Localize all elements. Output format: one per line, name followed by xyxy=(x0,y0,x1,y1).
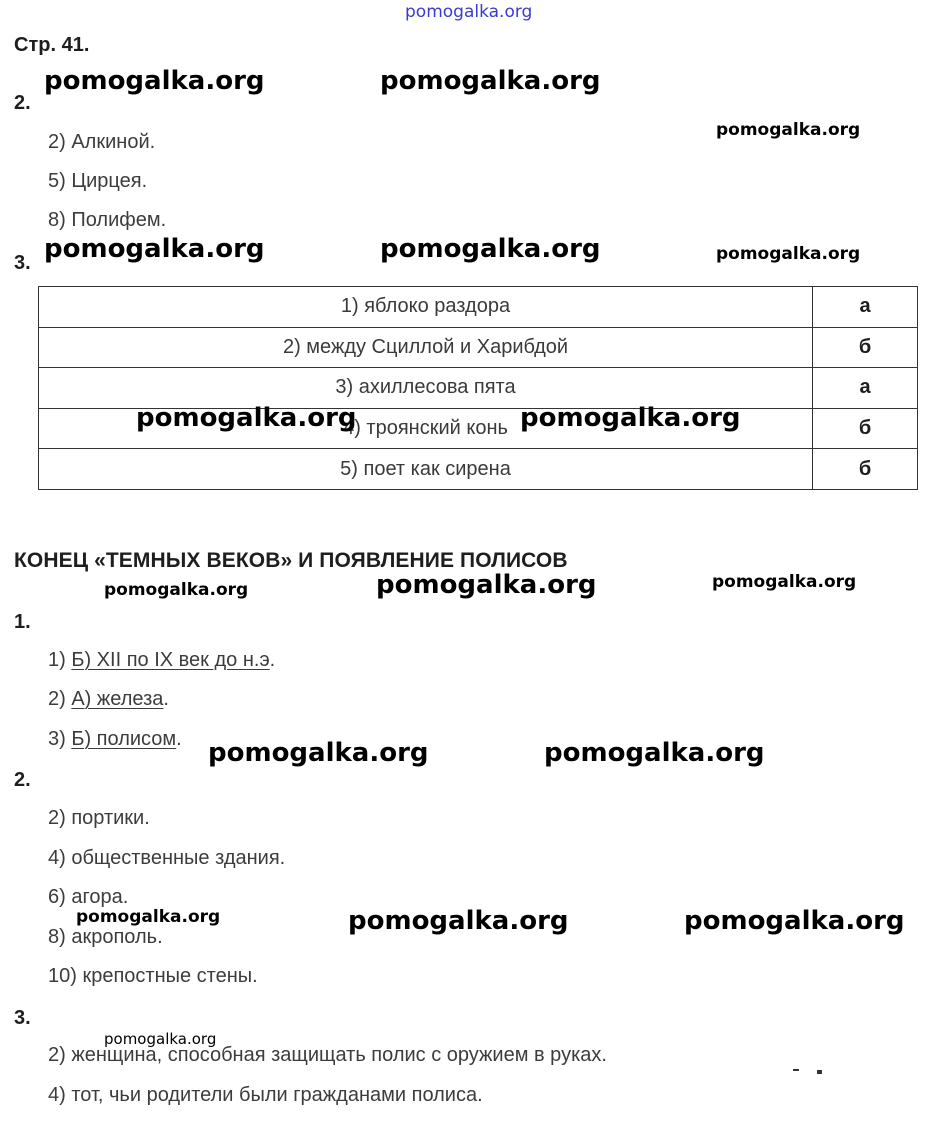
answer-line: 6) агора. xyxy=(48,886,129,908)
watermark: pomogalka.org xyxy=(376,570,597,600)
answer-suffix: . xyxy=(176,728,182,750)
answer-line: 10) крепостные стены. xyxy=(48,965,258,987)
letter-cell: б xyxy=(813,327,918,368)
watermark: pomogalka.org xyxy=(684,906,905,936)
answer-line: 2) портики. xyxy=(48,807,150,829)
answer-line: 2) женщина, способная защищать полис с оружием в руках. xyxy=(48,1044,607,1066)
underlined-answer: А) железа xyxy=(71,688,164,710)
section-title: КОНЕЦ «ТЕМНЫХ ВЕКОВ» И ПОЯВЛЕНИЕ ПОЛИСОВ xyxy=(14,549,568,572)
letter-cell: а xyxy=(813,287,918,328)
watermark: pomogalka.org xyxy=(380,234,601,264)
phrase-cell: 4) троянский конь xyxy=(39,408,813,449)
watermark: pomogalka.org xyxy=(348,906,569,936)
task-number: 2. xyxy=(14,92,31,114)
letter-cell: а xyxy=(813,368,918,409)
answer-line xyxy=(48,688,169,711)
page-number: Стр. 41. xyxy=(14,34,90,56)
answer-prefix: 1) xyxy=(48,649,72,671)
table-row xyxy=(39,449,918,490)
answer-line: 2) Алкиной. xyxy=(48,131,156,153)
underlined-answer: Б) XII по IX век до н.э xyxy=(71,649,270,671)
scan-mark xyxy=(793,1069,799,1071)
watermark: pomogalka.org xyxy=(104,580,249,600)
answer-suffix: . xyxy=(269,649,276,671)
letter-cell: б xyxy=(813,408,918,449)
watermark: pomogalka.org xyxy=(712,572,857,592)
phrase-cell: 2) между Сциллой и Харибдой xyxy=(39,327,813,368)
watermark: pomogalka.org xyxy=(76,907,221,927)
answer-line: 5) Цирцея. xyxy=(48,170,148,192)
table-row xyxy=(39,327,918,368)
watermark: pomogalka.org xyxy=(380,66,601,96)
watermark: pomogalka.org xyxy=(520,403,741,433)
answer-suffix: . xyxy=(163,688,169,710)
watermark: pomogalka.org xyxy=(104,1030,217,1048)
answer-prefix: 3) xyxy=(48,728,72,750)
phrase-cell: 1) яблоко раздора xyxy=(39,287,813,328)
task-number: 3. xyxy=(14,252,31,274)
answer-line: 8) Полифем. xyxy=(48,209,167,231)
answer-line: 4) тот, чьи родители были гражданами полиса. xyxy=(48,1084,483,1106)
top-watermark: pomogalka.org xyxy=(405,2,533,22)
phrase-cell: 5) поет как сирена xyxy=(39,449,813,490)
watermark: pomogalka.org xyxy=(544,738,765,768)
answer-line: 8) акрополь. xyxy=(48,926,163,948)
answer-line xyxy=(48,649,275,672)
watermark: pomogalka.org xyxy=(44,66,265,96)
phrase-cell: 3) ахиллесова пята xyxy=(39,368,813,409)
watermark: pomogalka.org xyxy=(716,120,861,140)
scan-mark xyxy=(817,1070,822,1074)
answer-line xyxy=(48,728,182,751)
table-row xyxy=(39,287,918,328)
watermark: pomogalka.org xyxy=(44,234,265,264)
watermark: pomogalka.org xyxy=(716,244,861,264)
task-number: 3. xyxy=(14,1007,31,1029)
watermark: pomogalka.org xyxy=(136,403,357,433)
answer-line: 4) общественные здания. xyxy=(48,847,286,869)
underlined-answer: Б) полисом xyxy=(71,728,177,750)
letter-cell: б xyxy=(813,449,918,490)
answer-prefix: 2) xyxy=(48,688,72,710)
matching-table xyxy=(38,286,918,490)
watermark: pomogalka.org xyxy=(208,738,429,768)
task-number: 1. xyxy=(14,611,31,633)
task-number: 2. xyxy=(14,769,31,791)
